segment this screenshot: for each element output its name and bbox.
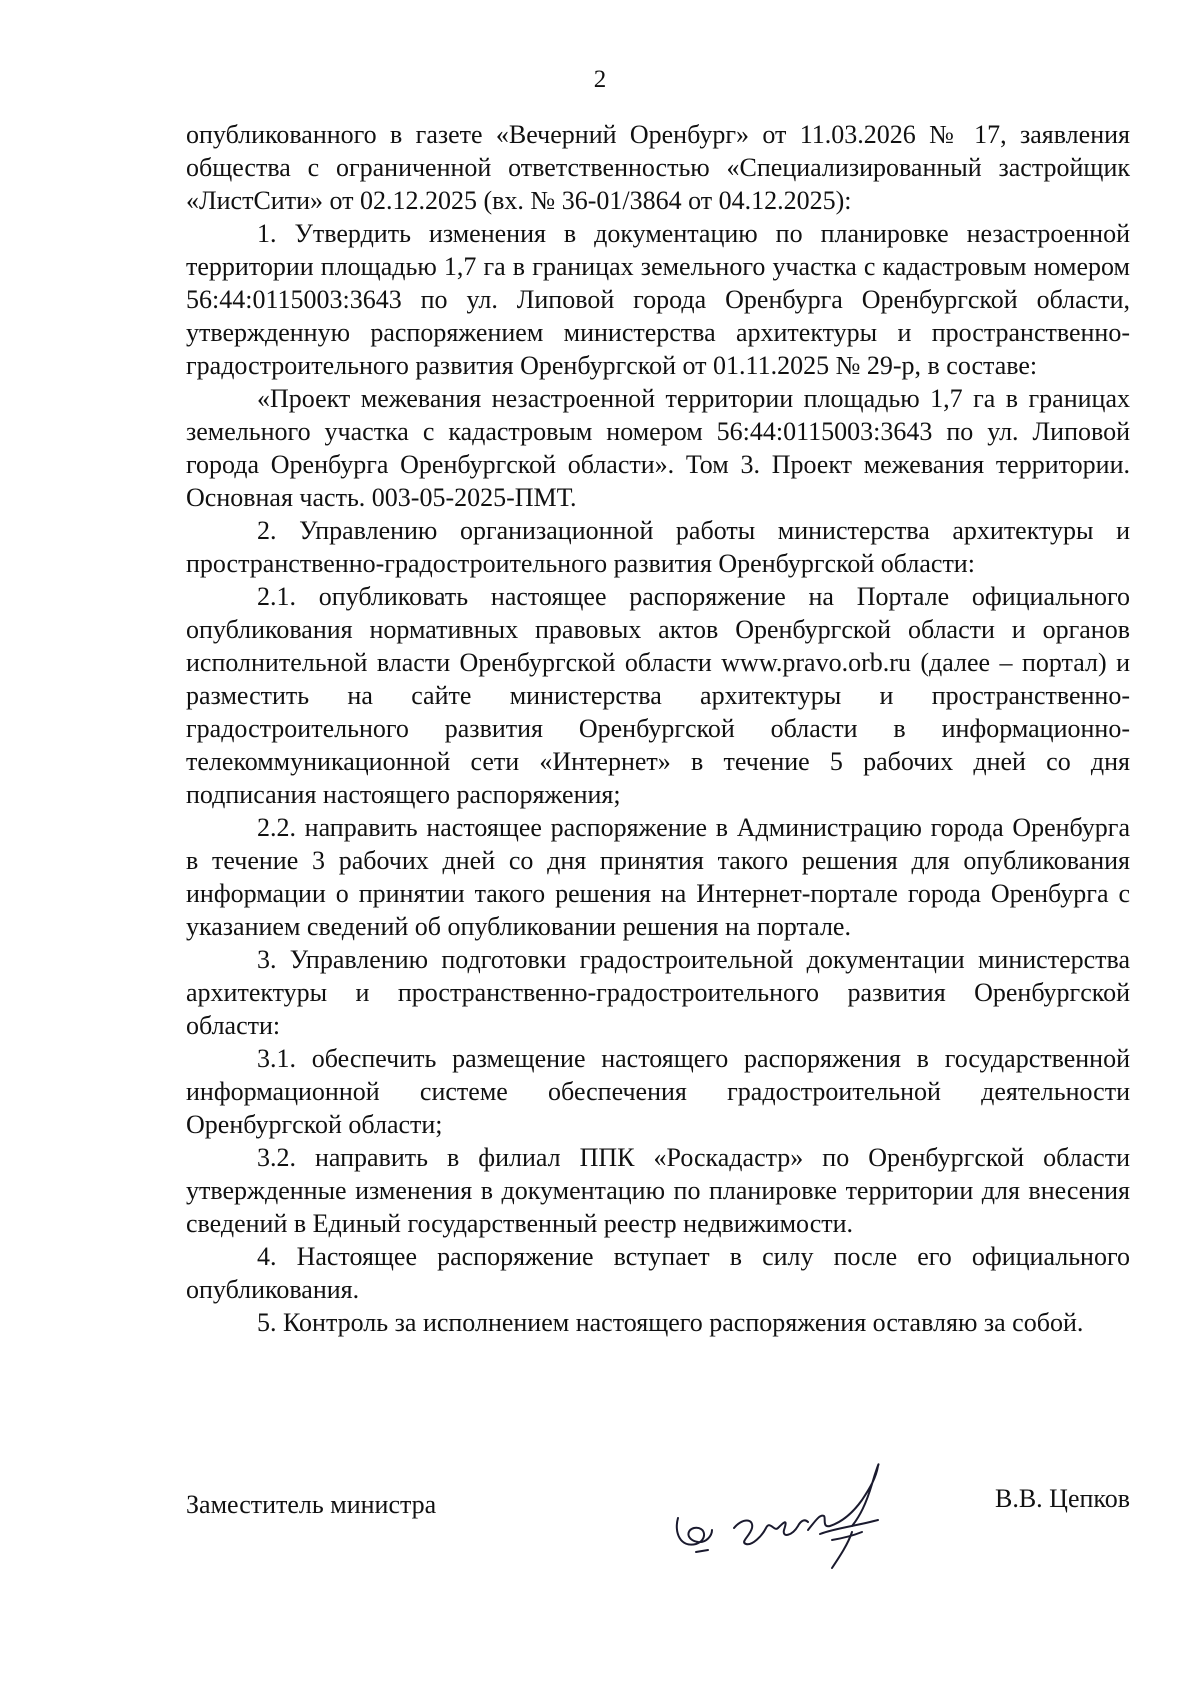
paragraph-project-title: «Проект межевания незастроенной территории площадью 1,7 га в границах земельного участка с кадастровым номером 56:44:0115003:3643 по ул. Липовой города Оренбурга Оренбургской области». Том 3. Проект межевания территории. Основная часть. 003-05-2025-ПМТ.	[186, 384, 1130, 512]
signatory-position: Заместитель министра	[186, 1490, 437, 1519]
paragraph-intro: опубликованного в газете «Вечерний Оренбург» от 11.03.2026 № 17, заявления общества с ограниченной ответственностью «Специализированный застройщик «ЛистСити» от 02.12.2025 (вх. № 36-01/3864 от 04.12.2025):	[186, 120, 1130, 215]
paragraph-item-4: 4. Настоящее распоряжение вступает в силу после его официального опубликования.	[186, 1242, 1130, 1304]
paragraph-item-2: 2. Управлению организационной работы министерства архитектуры и пространственно-градостроительного развития Оренбургской области:	[186, 516, 1130, 578]
handwritten-signature	[656, 1456, 916, 1586]
paragraph-item-3: 3. Управлению подготовки градостроительной документации министерства архитектуры и пространственно-градостроительного развития Оренбургской области:	[186, 945, 1130, 1040]
page-number: 2	[593, 66, 607, 93]
paragraph-item-5: 5. Контроль за исполнением настоящего распоряжения оставляю за собой.	[257, 1308, 1084, 1337]
paragraph-item-3-2: 3.2. направить в филиал ППК «Роскадастр» по Оренбургской области утвержденные изменения в документацию по планировке территории для внесения сведений в Единый государственный реестр недвижимости.	[186, 1143, 1130, 1238]
document-body	[186, 118, 1130, 1339]
paragraph-item-2-2: 2.2. направить настоящее распоряжение в Администрацию города Оренбурга в течение 3 рабочих дней со дня принятия такого решения для опубликования информации о принятии такого решения на Интернет-портале города Оренбурга с указанием сведений об опубликовании решения на портале.	[186, 813, 1130, 941]
signatory-name: В.В. Цепков	[994, 1484, 1130, 1513]
signature-block	[186, 1478, 1130, 1598]
paragraph-item-1: 1. Утвердить изменения в документацию по планировке незастроенной территории площадью 1,7 га в границах земельного участка с кадастровым номером 56:44:0115003:3643 по ул. Липовой города Оренбурга Оренбургской области, утвержденную распоряжением министерства архитектуры и пространственно-градостроительного развития Оренбургской от 01.11.2025 № 29-р, в составе:	[186, 219, 1130, 380]
paragraph-item-3-1: 3.1. обеспечить размещение настоящего распоряжения в государственной информационной системе обеспечения градостроительной деятельности Оренбургской области;	[186, 1044, 1130, 1139]
paragraph-item-2-1: 2.1. опубликовать настоящее распоряжение на Портале официального опубликования нормативных правовых актов Оренбургской области и органов исполнительной власти Оренбургской области www.pravo.orb.ru (далее – портал) и разместить на сайте министерства архитектуры и пространственно-градостроительного развития Оренбургской области в информационно-телекоммуникационной сети «Интернет» в течение 5 рабочих дней со дня подписания настоящего распоряжения;	[186, 582, 1130, 809]
